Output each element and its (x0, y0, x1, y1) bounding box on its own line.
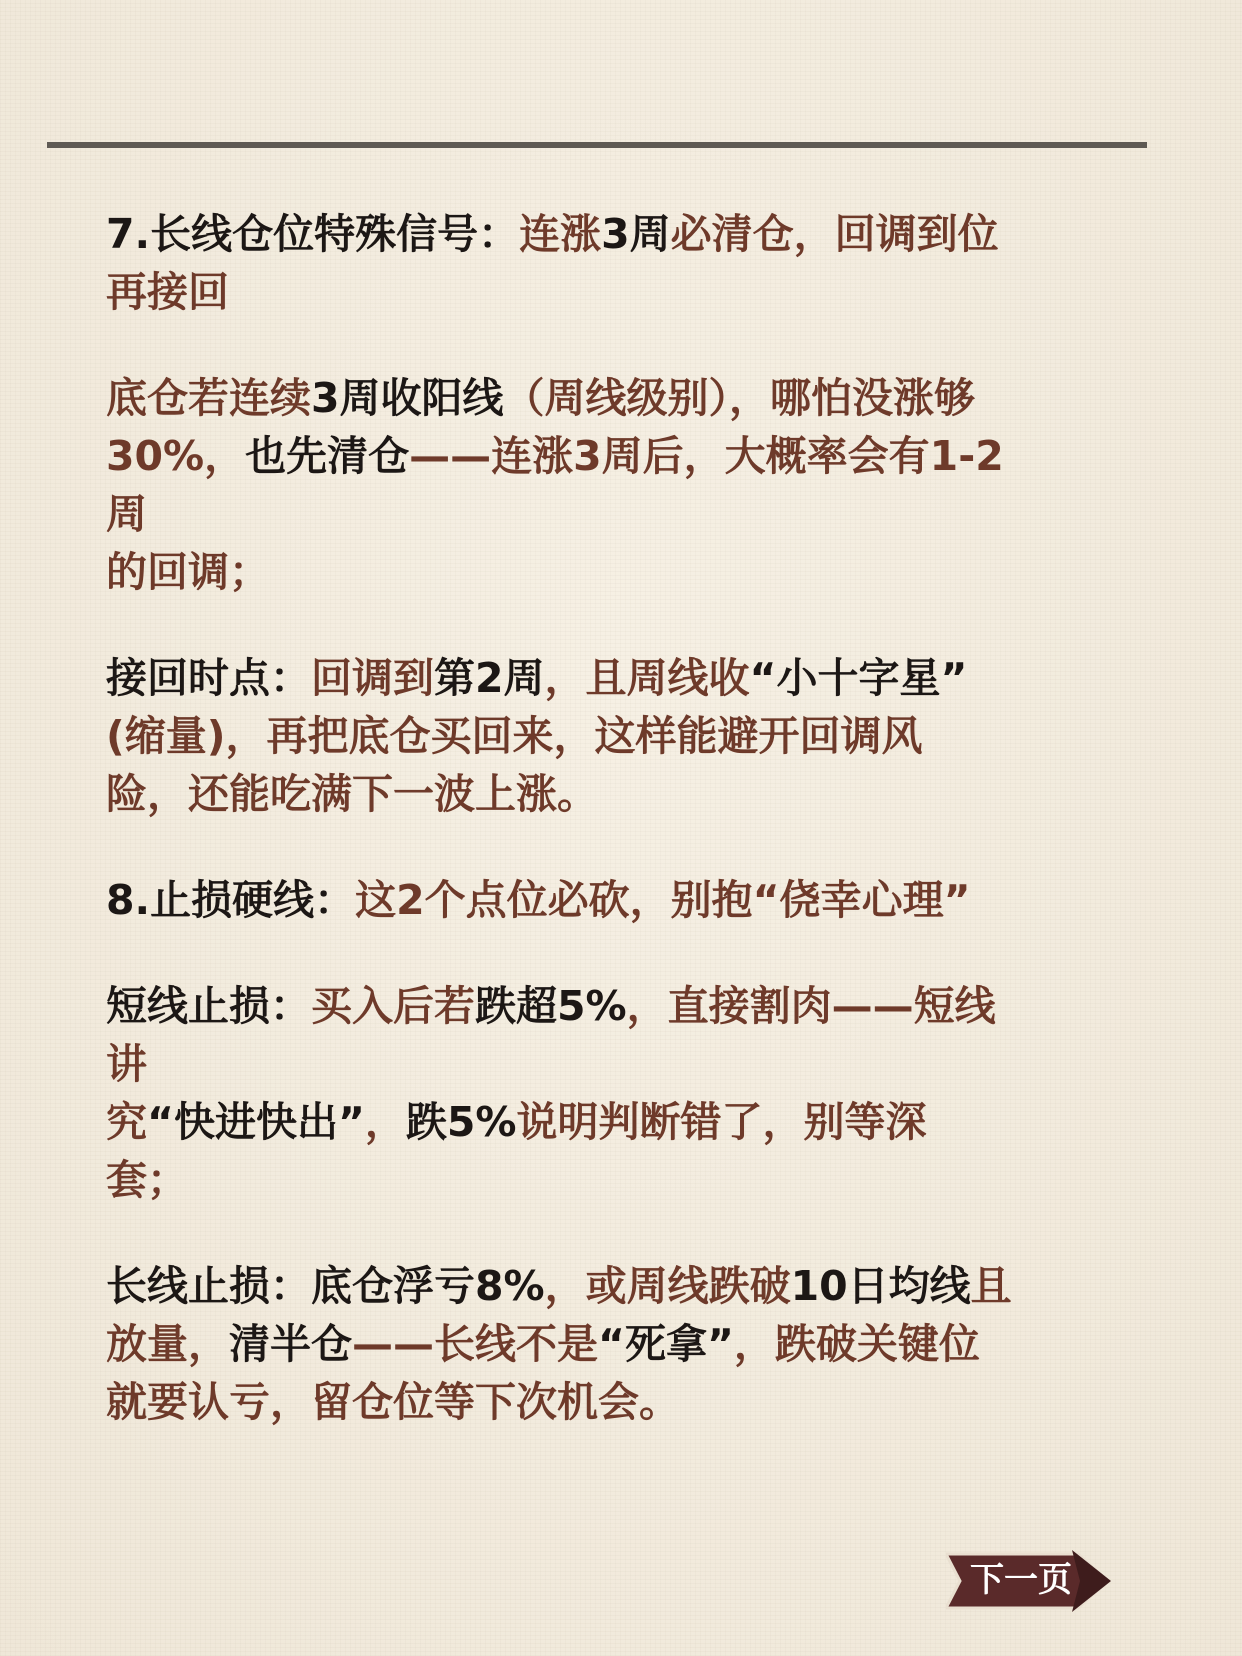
emphasis-text: 10日均线 (790, 1262, 971, 1310)
article-body (106, 205, 1106, 1479)
emphasis-text: “小十字星” (749, 654, 968, 702)
emphasis-text: 长线止损： (106, 1262, 311, 1310)
body-text: 究 (106, 1098, 147, 1146)
emphasis-text: 也先清仓 (245, 432, 410, 480)
text-line (106, 369, 1106, 427)
emphasis-text: 跌5% (405, 1098, 517, 1146)
paragraph (106, 1257, 1106, 1431)
text-line (106, 1151, 1106, 1209)
body-text: 讲 (106, 1040, 147, 1088)
next-page-label: 下一页 (970, 1560, 1072, 1600)
emphasis-text: 3周 (601, 210, 671, 258)
body-text: 套； (106, 1156, 188, 1204)
emphasis-text: 3周收阳线 (311, 374, 504, 422)
body-text: ，或周线跌破 (544, 1262, 791, 1310)
body-text: （周线级别），哪怕没涨够 (503, 374, 976, 422)
emphasis-text: “死拿” (598, 1320, 734, 1368)
body-text: 大概率会有1-2 (724, 432, 1004, 480)
emphasis-text: 跌超5% (475, 982, 627, 1030)
body-text: 说明判断错了，别等深 (516, 1098, 927, 1146)
text-line (106, 263, 1106, 321)
body-text: 放量， (106, 1320, 229, 1368)
next-page-button[interactable] (946, 1550, 1111, 1612)
text-line (106, 543, 1106, 601)
text-line (106, 1035, 1106, 1093)
body-text: ——连涨3周后， (409, 432, 725, 480)
text-line (106, 1315, 1106, 1373)
text-line (106, 707, 1106, 765)
paragraph (106, 369, 1106, 601)
emphasis-text: 短线止损： (106, 982, 311, 1030)
body-text: (缩量)，再把底仓买回来，这样能避开回调风 (106, 712, 923, 760)
body-text: 连涨 (519, 210, 602, 258)
emphasis-text: 第2周 (434, 654, 545, 702)
body-text: 买入后若 (311, 982, 475, 1030)
emphasis-text: 清半仓 (229, 1320, 352, 1368)
text-line (106, 871, 1106, 929)
text-line (106, 485, 1106, 543)
top-divider (47, 142, 1147, 148)
body-text: 回调到 (311, 654, 434, 702)
paragraph (106, 871, 1106, 929)
text-line (106, 649, 1106, 707)
paragraph (106, 205, 1106, 321)
body-text: ，直接割肉——短线 (626, 982, 996, 1030)
body-text: 再接回 (106, 268, 229, 316)
body-text: 这2个点位必砍，别抱“侥幸心理” (355, 876, 971, 924)
body-text: 的回调； (106, 548, 270, 596)
body-text: ， (364, 1098, 406, 1146)
body-text: 必清仓，回调到位 (670, 210, 999, 258)
text-line (106, 765, 1106, 823)
body-text: 就要认亏，留仓位等下次机会。 (106, 1378, 680, 1426)
paragraph (106, 977, 1106, 1209)
emphasis-text: 7.长线仓位特殊信号： (106, 210, 520, 258)
emphasis-text: 8.止损硬线： (106, 876, 356, 924)
text-line (106, 427, 1106, 485)
body-text: 30%， (106, 432, 246, 480)
body-text: 底仓若连续 (106, 374, 311, 422)
body-text: 且 (970, 1262, 1012, 1310)
text-line (106, 1257, 1106, 1315)
text-line (106, 977, 1106, 1035)
emphasis-text: 接回时点： (106, 654, 311, 702)
body-text: 周 (106, 490, 147, 538)
body-text: ——长线不是 (352, 1320, 598, 1368)
body-text: 险，还能吃满下一波上涨。 (106, 770, 598, 818)
body-text: ，且周线收 (544, 654, 750, 702)
text-line (106, 205, 1106, 263)
emphasis-text: 底仓浮亏8% (311, 1262, 545, 1310)
text-line (106, 1093, 1106, 1151)
emphasis-text: “快进快出” (147, 1098, 365, 1146)
text-line (106, 1373, 1106, 1431)
body-text: ，跌破关键位 (733, 1320, 980, 1368)
paragraph (106, 649, 1106, 823)
